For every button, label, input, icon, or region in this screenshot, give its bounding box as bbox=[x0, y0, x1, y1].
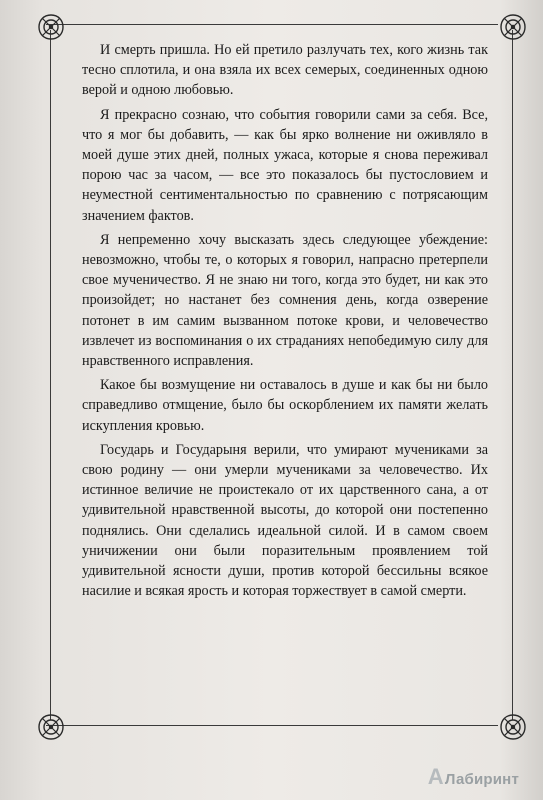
paragraph-1: И смерть пришла. Но ей претило разлучать тех, кого жизнь так тесно сплотила, и она взяла их всех семерых, соединенных одною верой и одною любовью. bbox=[82, 42, 488, 99]
frame-right-line bbox=[512, 30, 513, 720]
paragraph-2: Я прекрасно сознаю, что события говорили сами за себя. Все, что я мог бы добавить, — как бы ярко волнение ни оживляло в моей душе этих дней, полных ужаса, которые я снова переживал порою час за часом, — все это показалось бы пустословием и неуместной сентиментальностью по сравнению с потрясающим значением фактов. bbox=[82, 106, 488, 224]
frame-bottom-line bbox=[46, 725, 498, 726]
ornament-top-right-icon bbox=[498, 12, 528, 42]
ornament-bottom-right-icon bbox=[498, 712, 528, 742]
frame-left-line bbox=[50, 30, 51, 720]
paragraph-3: Я непременно хочу высказать здесь следующее убеждение: невозможно, чтобы те, о которых я говорил, напрасно претерпели свое мученичество. Я не знаю ни того, когда это будет, ни как это произойдет; но настанет без сомнения день, когда озверение потонет в им самим вызванном потоке крови, и человечество извлечет из воспоминания о их страданиях непобедимую силу для нравственного исправления. bbox=[82, 231, 488, 370]
ornament-top-left-icon bbox=[36, 12, 66, 42]
paragraph-5: Государь и Государыня верили, что умирают мучениками за свою родину — они умерли мучениками за человечество. Их истинное величие не проистекало от их царственного сана, а от удивительной нравственной высоты, до которой они постепенно поднялись. Они сделались идеальной силой. И в самом своем уничижении они были поразительным проявлением той удивительной ясности души, против которой бессильны всякое насилие и всякая ярость и которая торжествует в самой смерти. bbox=[82, 441, 488, 600]
body-text bbox=[82, 40, 488, 605]
watermark-text: Лабиринт bbox=[444, 771, 519, 788]
paragraph-4: Какое бы возмущение ни оставалось в душе и как бы ни было справедливо отмщение, было бы оскорблением их памяти желать искупления кровью. bbox=[82, 377, 488, 434]
labirint-watermark-logo bbox=[428, 764, 519, 790]
frame-top-line bbox=[46, 24, 498, 25]
watermark-a-icon: A bbox=[427, 764, 444, 789]
ornament-bottom-left-icon bbox=[36, 712, 66, 742]
